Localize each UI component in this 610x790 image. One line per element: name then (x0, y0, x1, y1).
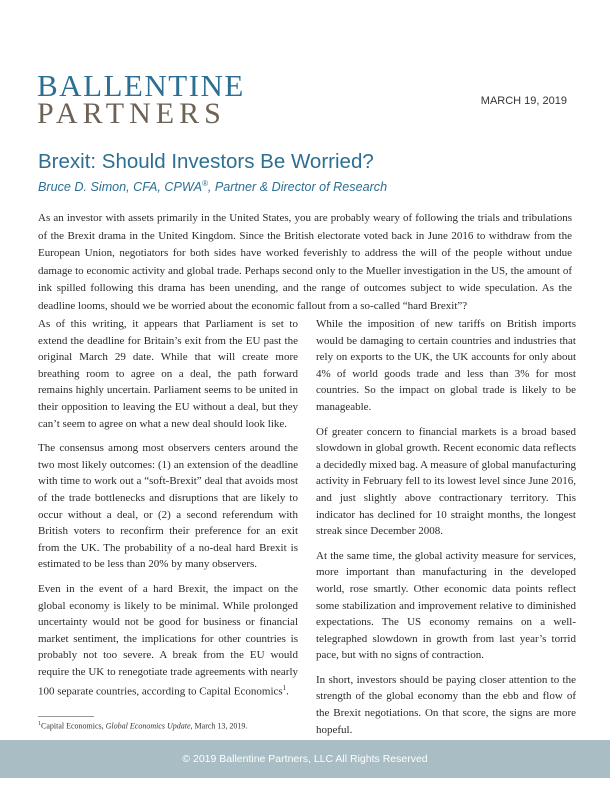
footnote-source: Capital Economics, (41, 721, 106, 731)
footnote-publication: Global Economics Update, (105, 721, 193, 731)
right-column (316, 316, 576, 746)
logo-line-partners: PARTNERS (37, 97, 226, 130)
byline-role: , Partner & Director of Research (207, 180, 388, 195)
logo-line-ballentine: BALLENTINE (37, 68, 245, 103)
paragraph: As of this writing, it appears that Parliament is set to extend the deadline for Britain’s exit from the EU past the original March 29 date. While that will create more breathing room to agree on a deal, the path forward remains highly uncertain. Parliament seems to be united in their opposition to leaving the EU without a deal, but they can’t seem to agree on what a new deal should look like. (38, 318, 298, 430)
paragraph: At the same time, the global activity measure for services, more important than manufacturing in the developed world, rose smartly. Other economic data points reflect some stabilization and improvement relative to diminished expectations. The US economy remains on a well-telegraphed slowdown in growth from last year’s torrid pace, but with no signs of contraction. (316, 549, 576, 662)
byline-author: Bruce D. Simon, CFA, CPWA (38, 180, 202, 195)
footnote-number: 1 (38, 721, 41, 727)
left-column (38, 316, 298, 709)
company-logo (37, 68, 245, 130)
paragraph-text: Even in the event of a hard Brexit, the impact on the global economy is likely to be minimal. While prolonged uncertainty would not be good for business or financial market sentiment, the implications for other countries is probably not too severe. A break from the EU would require the UK to renegotiate trade agreements with nearly 100 separate countries, according to Capital Economics (38, 582, 298, 699)
paragraph: The consensus among most observers centers around the two most likely outcomes: (1) an extension of the deadline with time to work out a “soft-Brexit” deal that avoids most of the trade bottlenecks and disruptions that are likely to occur without a deal, or (2) a second referendum with British voters to reconfirm their preference for an exit from the UK. The probability of a no-deal hard Brexit is estimated to be less than 20% by many observers. (38, 442, 298, 571)
footnote-reference: 1 (282, 684, 287, 693)
article-byline (38, 179, 387, 194)
byline-registered-mark: ® (202, 179, 208, 188)
paragraph (38, 581, 298, 701)
footer-copyright: © 2019 Ballentine Partners, LLC All Rights Reserved (182, 753, 428, 765)
paragraph: In short, investors should be paying closer attention to the strength of the global economy than the ebb and flow of the Brexit negotiations. On that score, the signs are more hopeful. (316, 673, 576, 736)
paragraph: Of greater concern to financial markets is a broad based slowdown in global growth. Recent economic data reflects a decidedly mixed bag. A measure of global manufacturing activity in February fell to its lowest level since June 2016, and just slightly above contractionary territory. This indicator has declined for 10 straight months, the longest streak since December 2008. (316, 425, 576, 538)
article-intro: As an investor with assets primarily in the United States, you are probably weary of following the trials and tribulations of the Brexit drama in the United Kingdom. Since the British electorate voted back in June 2016 to withdraw from the European Union, negotiators for both sides have worked feverishly to address the will of the people without undue damage to economic activity and global trade. Perhaps second only to the Mueller investigation in the US, the amount of ink spilled following this drama has been unending, and the range of outcomes subject to wide speculation. As the deadline looms, should we be worried about the economic fallout from a so-called “hard Brexit”? (38, 212, 572, 312)
paragraph-end: . (286, 686, 289, 699)
footnote (38, 721, 247, 731)
paragraph: While the imposition of new tariffs on British imports would be damaging to certain countries and industries that rely on exports to the UK, the UK accounts for only about 4% of world goods trade and less than 3% for most countries. So the impact on global trade is likely to be manageable. (316, 318, 576, 413)
article-title: Brexit: Should Investors Be Worried? (38, 150, 374, 173)
footnote-divider (38, 716, 94, 717)
publication-date: MARCH 19, 2019 (480, 95, 567, 107)
footnote-date: March 13, 2019. (192, 721, 248, 731)
